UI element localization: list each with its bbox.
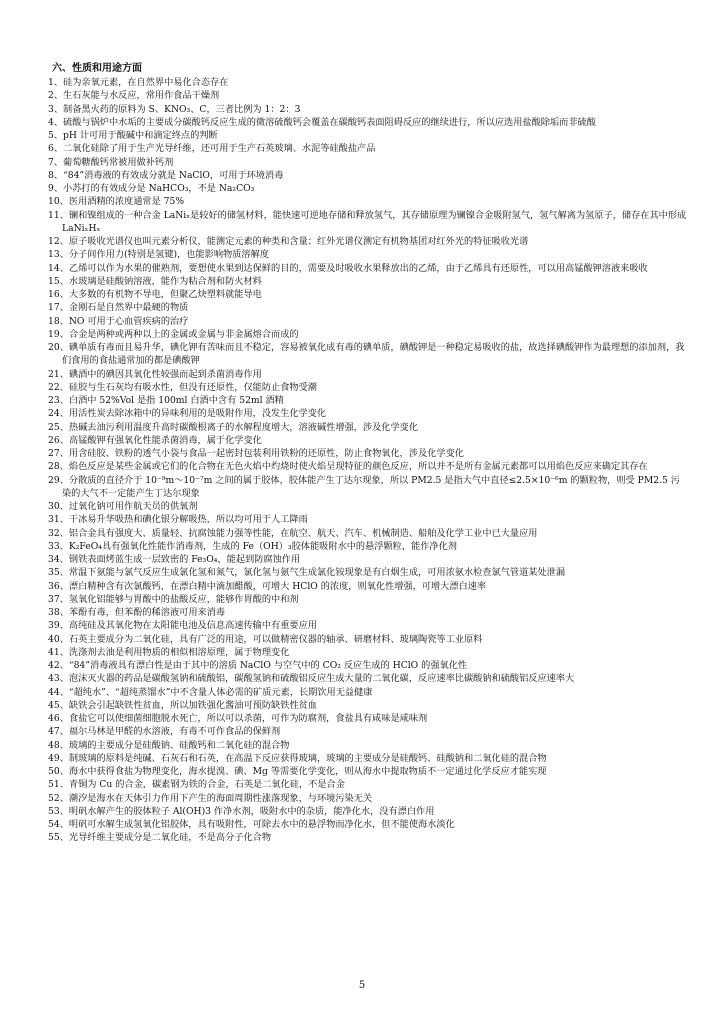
list-item: 11、镧和镍组成的一种合金 LaNiₓ是较好的储氢材料，能快速可逆地存储和释放氢气，其存储原理为镧镍合金吸附氢气，氢气解离为氢原子，储存在其中形成 LaNiₓHₓ <box>48 209 687 234</box>
list-item: 24、用活性炭去除冰箱中的异味利用的是吸附作用，没发生化学变化 <box>48 408 327 420</box>
list-item: 51、青铜为 Cu 的合金，碳素钢为铁的合金，石英是二氧化硅，不是合金 <box>48 779 345 791</box>
list-item: 42、“84”消毒液具有漂白性是由于其中的溶质 NaClO 与空气中的 CO₂ 反应生成的 HClO 的强氧化性 <box>48 660 468 671</box>
list-item: 38、苯酚有毒，但苯酚的稀溶液可用来消毒 <box>48 607 226 618</box>
list-item: 31、干冰易升华吸热和碘化银分解吸热，所以均可用于人工降雨 <box>48 514 308 526</box>
list-item: 19、合金是两种或两种以上的金属或金属与非金属熔合而成的 <box>48 328 299 340</box>
list-item: 45、缺铁会引起缺铁性贫血，所以加铁强化酱油可预防缺铁性贫血 <box>48 699 317 711</box>
list-item: 27、用含硅胶、铁粉的透气小袋与食品一起密封包装利用铁粉的还原性，防止食物氧化，涉及化学变化 <box>48 448 464 459</box>
list-item: 37、氢氧化铝能够与胃酸中的盐酸反应，能够作胃酸的中和剂 <box>48 593 299 605</box>
list-item: 36、漂白精种含有次氯酸钙，在漂白精中滴加醋酸，可增大 HClO 的浓度，则氧化性增强，可增大漂白速率 <box>48 580 487 592</box>
page-number: 5 <box>358 980 366 991</box>
list-item: 12、原子吸收光谱仪也叫元素分析仪，能测定元素的种类和含量；红外光谱仪测定有机物基团对红外光的特征吸收光谱 <box>48 236 529 247</box>
list-item: 20、碘单质有毒而且易升华，碘化钾有苦味而且不稳定，容易被氧化成有毒的碘单质，碘酸钾是一种稳定易吸收的盐，故选择碘酸钾作为最理想的添加剂，我们食用的食盐通常加的都是碘酸钾 <box>48 342 685 367</box>
list-item: 32、铝合金具有强度大、质量轻、抗腐蚀能力强等性能，在航空、航天、汽车、机械制造、船舶及化学工业中已大量应用 <box>48 527 538 539</box>
list-item: 53、明矾水解产生的胶体粒子 Al(OH)3 作净水剂，吸附水中的杂质，能净化水，没有漂白作用 <box>48 805 435 817</box>
list-item: 3、制备黑火药的原料为 S、KNO₃、C，三者比例为 1：2：3 <box>48 103 301 115</box>
list-item: 5、pH 计可用于酸碱中和滴定终点的判断 <box>48 130 218 141</box>
list-item: 29、分散质的直径介于 10⁻⁹m～10⁻⁷m 之间的属于胶体，胶体能产生丁达尔现象，所以 PM2.5 是指大气中直径≤2.5×10⁻⁶m 的颗粒物，则受 PM2.5 污染的大气不一定能产生丁达尔现象 <box>48 474 680 499</box>
list-item: 52、潮汐是海水在天体引力作用下产生的海面周期性涨落现象，与环境污染无关 <box>48 792 373 804</box>
list-item: 15、水玻璃是硅酸钠溶液，能作为粘合剂和防火材料 <box>48 275 262 287</box>
list-item: 17、金刚石是自然界中最硬的物质 <box>48 302 189 314</box>
list-item: 39、高纯硅及其氧化物在太阳能电池及信息高速传输中有重要应用 <box>48 620 317 632</box>
list-item: 26、高锰酸钾有强氧化性能杀菌消毒，属于化学变化 <box>48 434 262 446</box>
list-item: 35、常温下氨能与氯气反应生成氯化氢和氮气，氯化氢与氨气生成氯化铵现象是有白烟生成，可用浓氨水检查氯气管道某处泄漏 <box>48 567 566 579</box>
list-item: 9、小苏打的有效成分是 NaHCO₃，不是 Na₂CO₃ <box>48 183 255 194</box>
list-item: 23、白酒中 52%Vol 是指 100ml 白酒中含有 52ml 酒精 <box>48 395 284 406</box>
list-item: 55、光导纤维主要成分是二氧化硅，不是高分子化合物 <box>48 832 272 844</box>
list-item: 18、NO 可用于心血管疾病的治疗 <box>48 315 189 327</box>
section-heading: 六、性质和用途方面 <box>52 63 142 74</box>
list-item: 8、“84”消毒液的有效成分就是 NaClO，可用于环境消毒 <box>48 169 284 181</box>
list-item: 16、大多数的有机物不导电，但聚乙炔塑料就能导电 <box>48 289 262 300</box>
list-item: 50、海水中获得食盐为物理变化，海水提溴、碘、Mg 等需要化学变化，则从海水中提取物质不一定通过化学反应才能实现 <box>48 766 547 777</box>
list-item: 21、碘酒中的碘因其氧化性较强而起到杀菌消毒作用 <box>48 368 262 380</box>
list-item: 2、生石灰能与水反应，常用作食品干燥剂 <box>48 90 220 102</box>
list-item: 34、钢铁表面烤蓝生成一层致密的 Fe₃O₄，能起到防腐蚀作用 <box>48 554 301 565</box>
property-use-list <box>48 76 688 845</box>
list-item: 10、医用酒精的浓度通常是 75% <box>48 196 185 208</box>
list-item: 4、硫酸与锅炉中水垢的主要成分碳酸钙反应生成的微溶硫酸钙会覆盖在碳酸钙表面阻碍反应的继续进行，所以应选用盐酸除垢而非硫酸 <box>48 116 596 128</box>
list-item: 14、乙烯可以作为水果的催熟剂，要想使水果到达保鲜的目的，需要及时吸收水果释放出的乙烯，由于乙烯具有还原性，可以用高锰酸钾溶液来吸收 <box>48 262 648 274</box>
list-item: 22、硅胶与生石灰均有吸水性，但没有还原性，仅能防止食物受潮 <box>48 381 317 393</box>
list-item: 7、葡萄糖酸钙常被用做补钙剂 <box>48 156 174 168</box>
list-item: 41、洗涤剂去油是利用物质的相似相溶原理，属于物理变化 <box>48 646 290 658</box>
list-item: 28、焰色反应是某些金属或它们的化合物在无色火焰中灼烧时使火焰呈现特征的颜色反应，所以并不是所有金属元素都可以用焰色反应来确定其存在 <box>48 461 648 473</box>
list-item: 49、制玻璃的原料是纯碱、石灰石和石英，在高温下反应获得玻璃，玻璃的主要成分是硅酸钙、硅酸钠和二氧化硅的混合物 <box>48 752 547 764</box>
list-item: 43、泡沫灭火器的药品是碳酸氢钠和硫酸铝，碳酸氢钠和硫酸铝反应生成大量的二氧化碳，反应速率比碳酸钠和硫酸铝反应速率大 <box>48 673 575 685</box>
list-item: 47、福尔马林是甲醛的水溶液，有毒不可作食品的保鲜剂 <box>48 726 281 738</box>
list-item: 6、二氧化硅除了用于生产光导纤维，还可用于生产石英玻璃、水泥等硅酸盐产品 <box>48 143 376 155</box>
list-item: 54、明矾可水解生成氢氧化铝胶体，具有吸附性，可除去水中的悬浮物而净化水，但不能使海水淡化 <box>48 819 455 830</box>
list-item: 40、石英主要成分为二氧化硅，具有广泛的用途，可以做精密仪器的轴承、研磨材料、玻璃陶瓷等工业原料 <box>48 633 483 645</box>
list-item: 25、热碱去油污利用温度升高时碳酸根离子的水解程度增大，溶液碱性增强，涉及化学变化 <box>48 421 419 433</box>
list-item: 13、分子间作用力(特别是氢键)，也能影响物质溶解度 <box>48 249 269 261</box>
document-page <box>48 62 688 845</box>
list-item: 48、玻璃的主要成分是硅酸钠、硅酸钙和二氧化硅的混合物 <box>48 739 290 751</box>
list-item: 30、过氧化钠可用作航天员的供氧剂 <box>48 501 198 512</box>
list-item: 33、K₂FeO₄具有强氧化性能作消毒剂，生成的 Fe（OH）₃胶体能吸附水中的悬浮颗粒，能作净化剂 <box>48 540 457 552</box>
list-item: 1、硅为亲氧元素，在自然界中易化合态存在 <box>48 77 229 88</box>
list-item: 44、“超纯水”、“超纯蒸馏水”中不含量人体必需的矿质元素，长期饮用无益健康 <box>48 686 373 698</box>
list-item: 46、食盐它可以使细菌细胞脱水死亡，所以可以杀菌，可作为防腐剂，食盐具有咸味是咸味剂 <box>48 713 428 724</box>
